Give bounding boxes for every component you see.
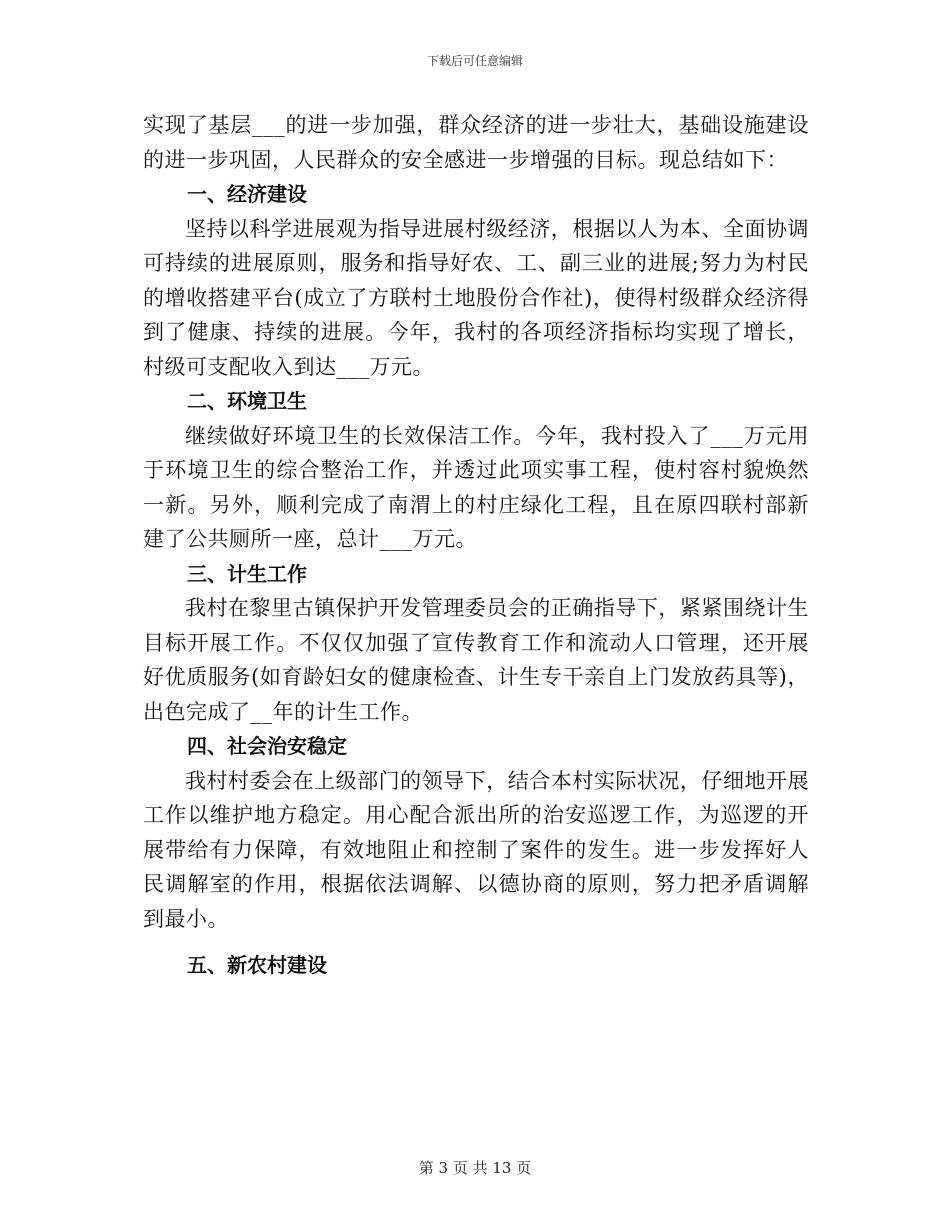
section-text-environment: 继续做好环境卫生的长效保洁工作。今年，我村投入了___万元用于环境卫生的综合整治工作，并透过此项实事工程，使村容村貌焕然一新。另外，顺利完成了南渭上的村庄绿化工程，且在原四联村部新建了公共厕所一座，总计___万元。: [143, 423, 809, 551]
section-text-family-planning: 我村在黎里古镇保护开发管理委员会的正确指导下，紧紧围绕计生目标开展工作。不仅仅加强了宣传教育工作和流动人口管理，还开展好优质服务(如育龄妇女的健康检查、计生专干亲自上门发放药具等)，出色完成了__年的计生工作。: [143, 596, 809, 724]
page-header: 下载后可任意编辑: [426, 54, 523, 68]
section-heading-public-security: 四、社会治安稳定: [187, 734, 347, 758]
section-heading-environment: 二、环境卫生: [187, 389, 307, 413]
section-heading-family-planning: 三、计生工作: [187, 561, 307, 586]
page-number-footer: 第 3 页 共 13 页: [418, 1159, 532, 1177]
document-body: [143, 108, 809, 983]
section-heading-economy: 一、经济建设: [187, 182, 307, 206]
section-heading-new-countryside: 五、新农村建设: [187, 953, 327, 977]
section-text-economy: 坚持以科学进展观为指导进展村级经济，根据以人为本、全面协调可持续的进展原则，服务和指导好农、工、副三业的进展;努力为村民的增收搭建平台(成立了方联村土地股份合作社)，使得村级群众经济得到了健康、持续的进展。今年，我村的各项经济指标均实现了增长，村级可支配收入到达___万元。: [143, 216, 809, 379]
intro-paragraph: 实现了基层___的进一步加强，群众经济的进一步壮大，基础设施建设的进一步巩固，人民群众的安全感进一步增强的目标。现总结如下：: [143, 113, 809, 172]
section-text-public-security: 我村村委会在上级部门的领导下，结合本村实际状况，仔细地开展工作以维护地方稳定。用心配合派出所的治安巡逻工作，为巡逻的开展带给有力保障，有效地阻止和控制了案件的发生。进一步发挥好人民调解室的作用，根据依法调解、以德协商的原则，努力把矛盾调解到最小。: [143, 768, 809, 931]
